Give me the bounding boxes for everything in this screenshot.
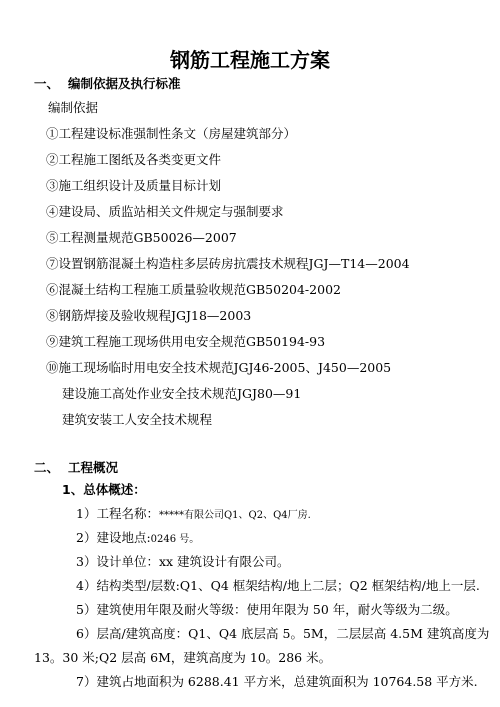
overview-item: 4）结构类型/层数:Q1、Q4 框架结构/地上二层；Q2 框架结构/地上一层. (76, 578, 480, 593)
basis-item: ⑦设置钢筋混凝土构造柱多层砖房抗震技术规程JGJ—T14—2004 (46, 256, 410, 271)
section-heading-1 (34, 76, 181, 92)
section-heading-2 (34, 460, 118, 476)
item-value: 0246 号。 (150, 534, 200, 545)
overview-item: 6）层高/建筑高度：Q1、Q4 底层高 5。5M，二层层高 4.5M 建筑高度为 (76, 626, 490, 641)
basis-item: ②工程施工图纸及各类变更文件 (46, 152, 222, 167)
overview-heading: 1、总体概述： (62, 482, 146, 497)
item-value: *****有限公司Q1、Q2、Q4厂房. (158, 510, 311, 521)
basis-item: ⑥混凝土结构工程施工质量验收规范GB50204-2002 (46, 282, 341, 297)
overview-item: 5）建筑使用年限及耐火等级：使用年限为 50 年，耐火等级为二级。 (76, 602, 458, 617)
basis-item: ①工程建设标准强制性条文（房屋建筑部分） (46, 126, 297, 141)
basis-item: ⑩施工现场临时用电安全技术规范JGJ46-2005、J450—2005 (46, 360, 392, 375)
basis-item: ⑤工程测量规范GB50026—2007 (46, 230, 237, 245)
overview-item (76, 530, 199, 548)
basis-item: ⑨建筑工程施工现场供用电安全规范GB50194-93 (46, 334, 326, 349)
item-label: 2）建设地点: (76, 530, 151, 545)
overview-item (76, 506, 311, 524)
basis-item: ④建设局、质监站相关文件规定与强制要求 (46, 204, 284, 219)
page-title: 钢筋工程施工方案 (170, 48, 330, 72)
overview-item: 3）设计单位：xx 建筑设计有限公司。 (76, 554, 290, 569)
section-number: 一、 (34, 76, 60, 91)
basis-heading: 编制依据 (48, 100, 99, 115)
section-label: 编制依据及执行标准 (68, 76, 181, 91)
basis-item: ③施工组织设计及质量目标计划 (46, 178, 222, 193)
section-label: 工程概况 (68, 460, 119, 475)
overview-item: 7）建筑占地面积为 6288.41 平方米，总建筑面积为 10764.58 平方米. (76, 674, 478, 689)
overview-item-continued: 13。30 米;Q2 层高 6M，建筑高度为 10。286 米。 (34, 650, 332, 665)
basis-item: 建设施工高处作业安全技术规范JGJ80—91 (62, 386, 302, 401)
item-label: 1）工程名称： (76, 506, 159, 521)
section-number: 二、 (34, 460, 60, 475)
basis-item: 建筑安装工人安全技术规程 (62, 412, 213, 427)
basis-item: ⑧钢筋焊接及验收规程JGJ18—2003 (46, 308, 252, 323)
